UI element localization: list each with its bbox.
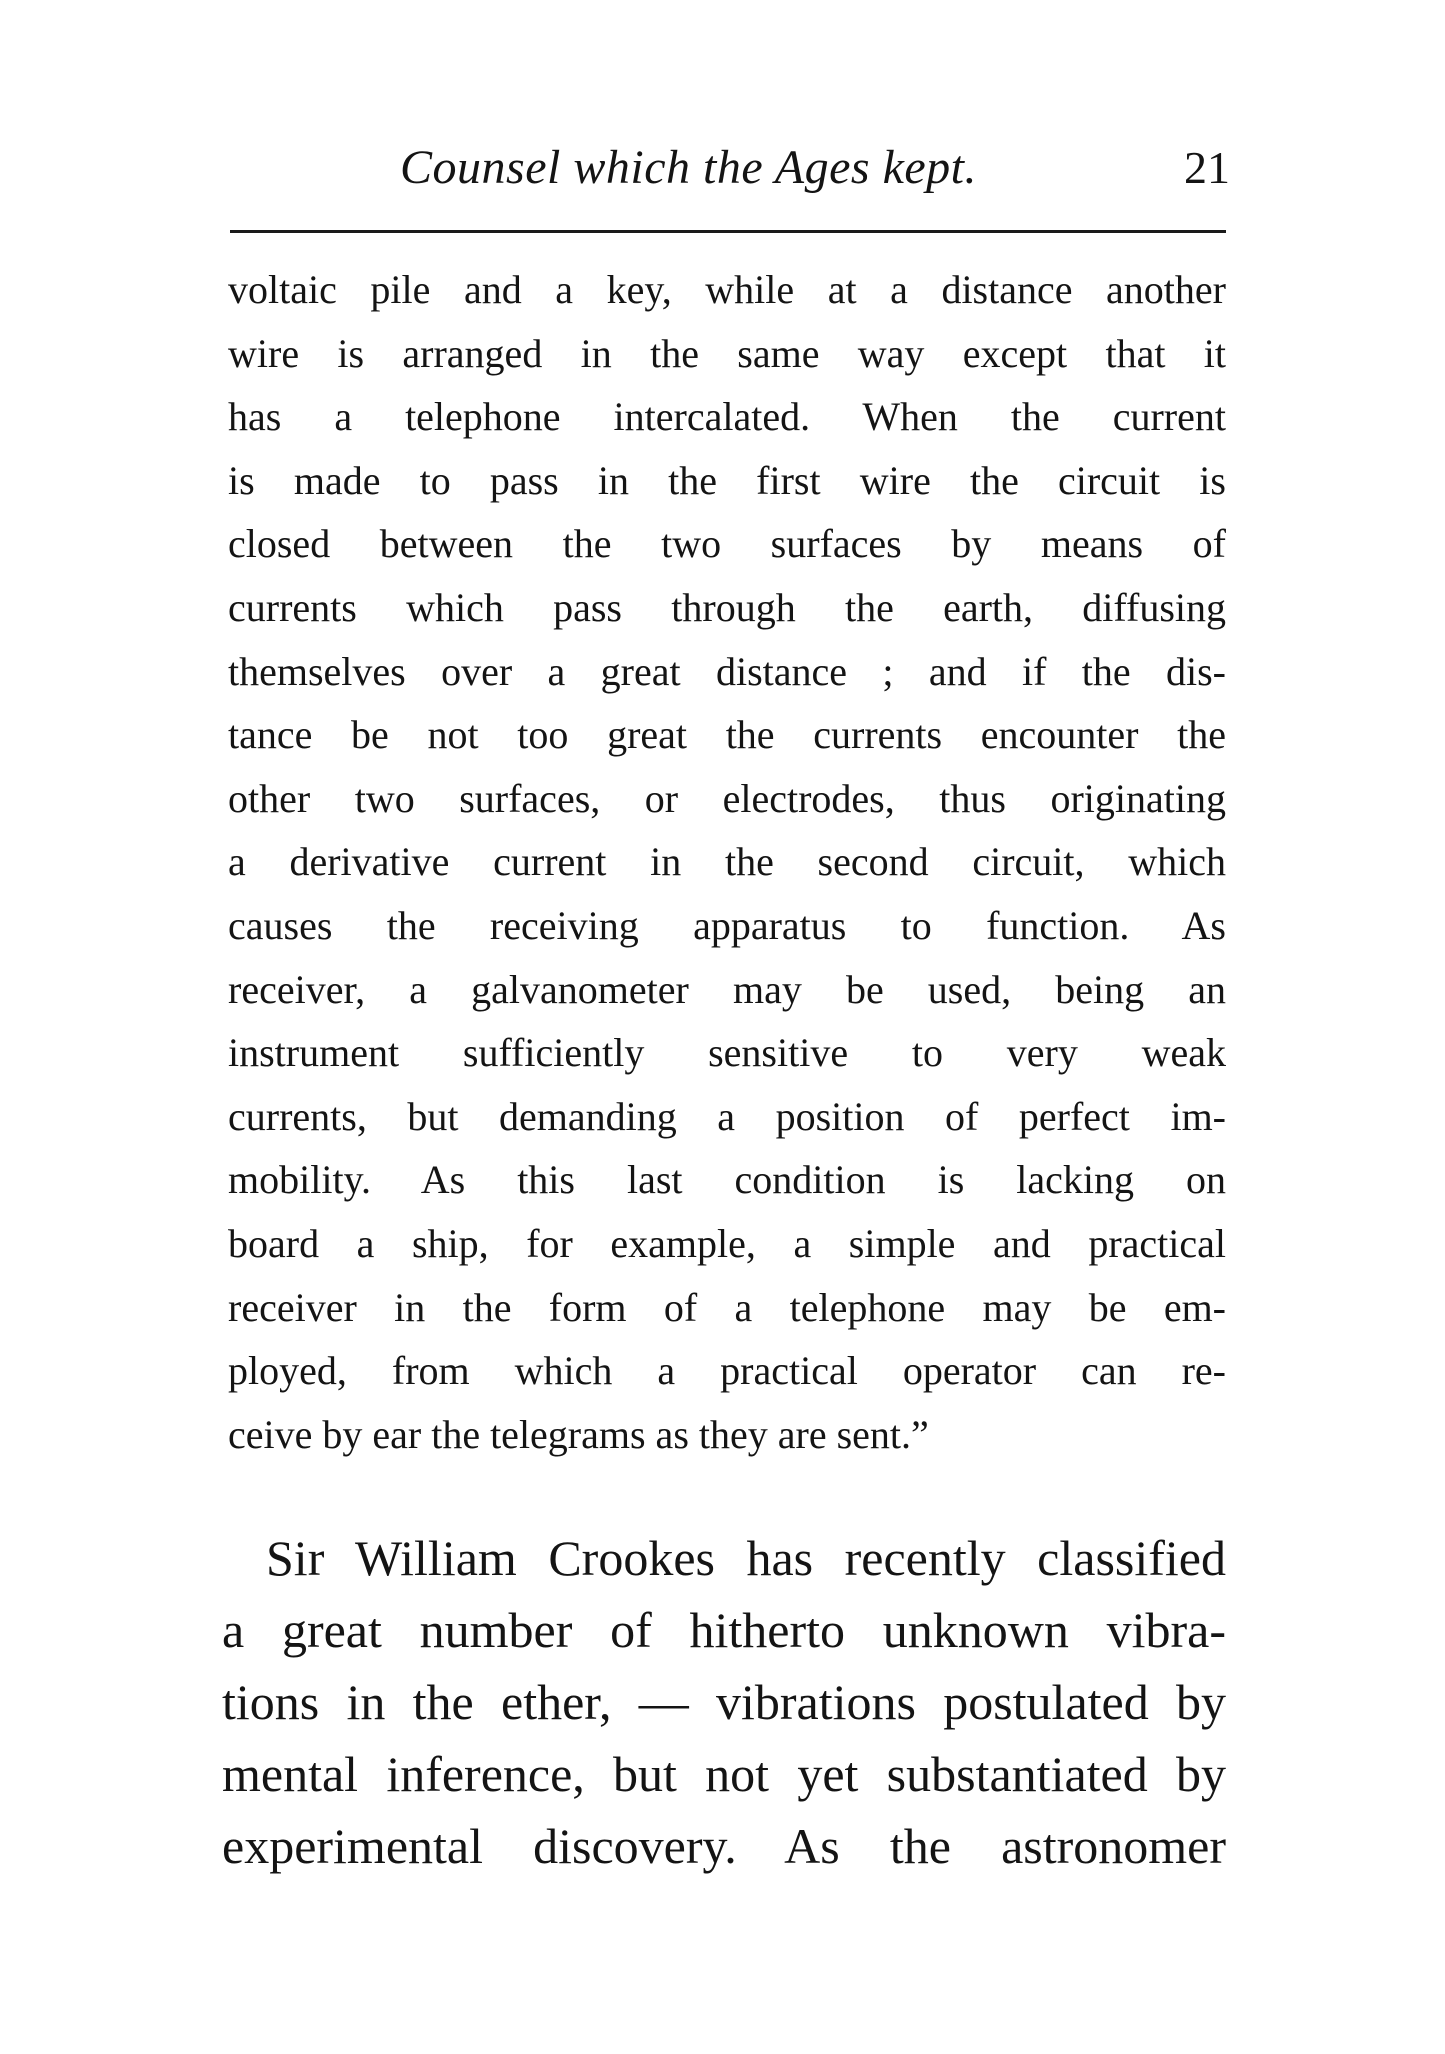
text-line: is made to pass in the first wire the circuit is [228,457,1226,503]
text-line: currents, but demanding a position of perfect im- [228,1093,1226,1139]
text-line: tions in the ether, — vibrations postulated by [222,1674,1226,1730]
text-line: ceive by ear the telegrams as they are sent.” [228,1411,929,1457]
quoted-passage [228,258,1226,1466]
text-line: has a telephone intercalated. When the current [228,394,1226,440]
text-line: receiver, a galvanometer may be used, being an [228,966,1226,1012]
text-line: a great number of hitherto unknown vibra- [222,1602,1226,1658]
page-number: 21 [1184,142,1230,193]
text-line: causes the receiving apparatus to function. As [228,902,1226,948]
text-line: other two surfaces, or electrodes, thus originating [228,775,1226,821]
text-line: currents which pass through the earth, diffusing [228,584,1226,630]
text-line: ployed, from which a practical operator can re- [228,1348,1226,1394]
text-line: a derivative current in the second circuit, which [228,839,1226,885]
body-paragraph [222,1522,1226,1882]
running-head [230,136,1230,206]
text-line: themselves over a great distance ; and if the dis- [228,648,1226,694]
text-line: Sir William Crookes has recently classified [266,1530,1226,1586]
text-line: mental inference, but not yet substantiated by [222,1746,1226,1802]
text-line: mobility. As this last condition is lacking on [228,1157,1226,1203]
text-line: wire is arranged in the same way except that it [228,330,1226,376]
text-line: board a ship, for example, a simple and practical [228,1220,1226,1266]
text-line: tance be not too great the currents encounter the [228,712,1226,758]
text-line: experimental discovery. As the astronomer [222,1818,1226,1874]
running-title: Counsel which the Ages kept. [400,141,978,194]
text-line: closed between the two surfaces by means of [228,521,1226,567]
header-rule [230,230,1226,233]
text-line: voltaic pile and a key, while at a distance another [228,267,1226,312]
text-line: receiver in the form of a telephone may be em- [228,1284,1226,1330]
text-line: instrument sufficiently sensitive to very weak [228,1030,1226,1076]
